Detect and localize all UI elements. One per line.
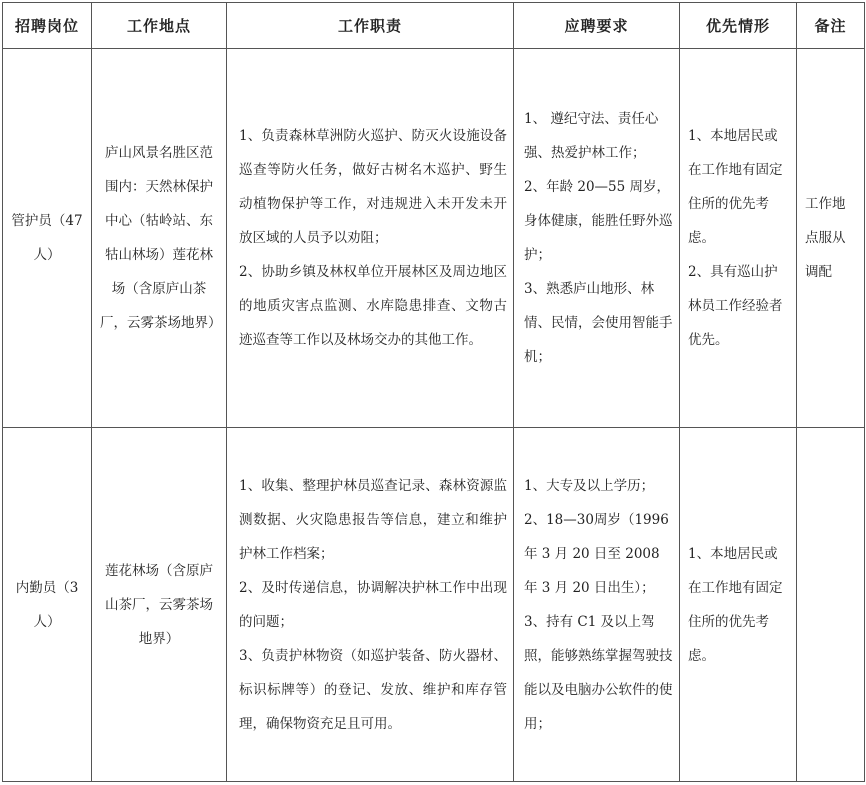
duties-cell: [227, 49, 514, 428]
duty-item: 2、协助乡镇及林权单位开展林区及周边地区的地质灾害点监测、水库隐患排查、文物古迹巡查等工作以及林场交办的其他工作。: [239, 264, 507, 348]
duty-item: 3、负责护林物资（如巡护装备、防火器材、标识标牌等）的登记、发放、维护和库存管理，确保物资充足且可用。: [239, 647, 507, 732]
remarks-cell: 工作地点服从调配: [797, 49, 865, 428]
table-row: [3, 49, 865, 428]
recruitment-table: [2, 2, 865, 782]
priority-cell: [680, 428, 797, 782]
requirements-cell: [514, 49, 680, 428]
priority-item: 2、具有巡山护林员工作经验者优先。: [688, 264, 783, 348]
requirement-item: 2、18—30周岁（1996 年 3 月 20 日至 2008 年 3 月 20 日出生）；: [524, 511, 669, 596]
location-cell: 莲花林场（含原庐山茶厂，云雾茶场地界）: [92, 428, 227, 782]
header-remarks: 备注: [797, 3, 865, 49]
requirement-item: 1、 遵纪守法、责任心强、热爱护林工作；: [524, 111, 659, 161]
header-duties: 工作职责: [227, 3, 514, 49]
table-row: [3, 428, 865, 782]
position-cell: 内勤员（3人）: [3, 428, 92, 782]
requirement-item: 3、熟悉庐山地形、林情、民情，会使用智能手机；: [524, 281, 673, 365]
requirements-cell: [514, 428, 680, 782]
duty-item: 1、收集、整理护林员巡查记录、森林资源监测数据、火灾隐患报告等信息，建立和维护护林工作档案；: [239, 477, 507, 562]
header-requirements: 应聘要求: [514, 3, 680, 49]
requirement-item: 3、持有 C1 及以上驾照，能够熟练掌握驾驶技能以及电脑办公软件的使用；: [524, 613, 673, 732]
header-location: 工作地点: [92, 3, 227, 49]
requirement-item: 1、大专及以上学历；: [524, 477, 655, 494]
duties-cell: [227, 428, 514, 782]
duty-item: 1、负责森林草洲防火巡护、防灭火设施设备巡查等防火任务，做好古树名木巡护、野生动植物保护等工作，对违规进入未开发未开放区域的人员予以劝阻；: [239, 128, 507, 246]
location-cell: 庐山风景名胜区范围内：天然林保护中心（牯岭站、东牯山林场）莲花林场（含原庐山茶厂，云雾茶场地界）: [92, 49, 227, 428]
position-cell: 管护员（47人）: [3, 49, 92, 428]
header-priority: 优先情形: [680, 3, 797, 49]
header-row: [3, 3, 865, 49]
priority-cell: [680, 49, 797, 428]
header-position: 招聘岗位: [3, 3, 92, 49]
priority-item: 1、本地居民或在工作地有固定住所的优先考虑。: [688, 545, 783, 664]
priority-item: 1、本地居民或在工作地有固定住所的优先考虑。: [688, 128, 783, 246]
duty-item: 2、及时传递信息，协调解决护林工作中出现的问题；: [239, 579, 507, 630]
requirement-item: 2、年龄 20—55 周岁，身体健康，能胜任野外巡护；: [524, 179, 673, 263]
remarks-cell: [797, 428, 865, 782]
